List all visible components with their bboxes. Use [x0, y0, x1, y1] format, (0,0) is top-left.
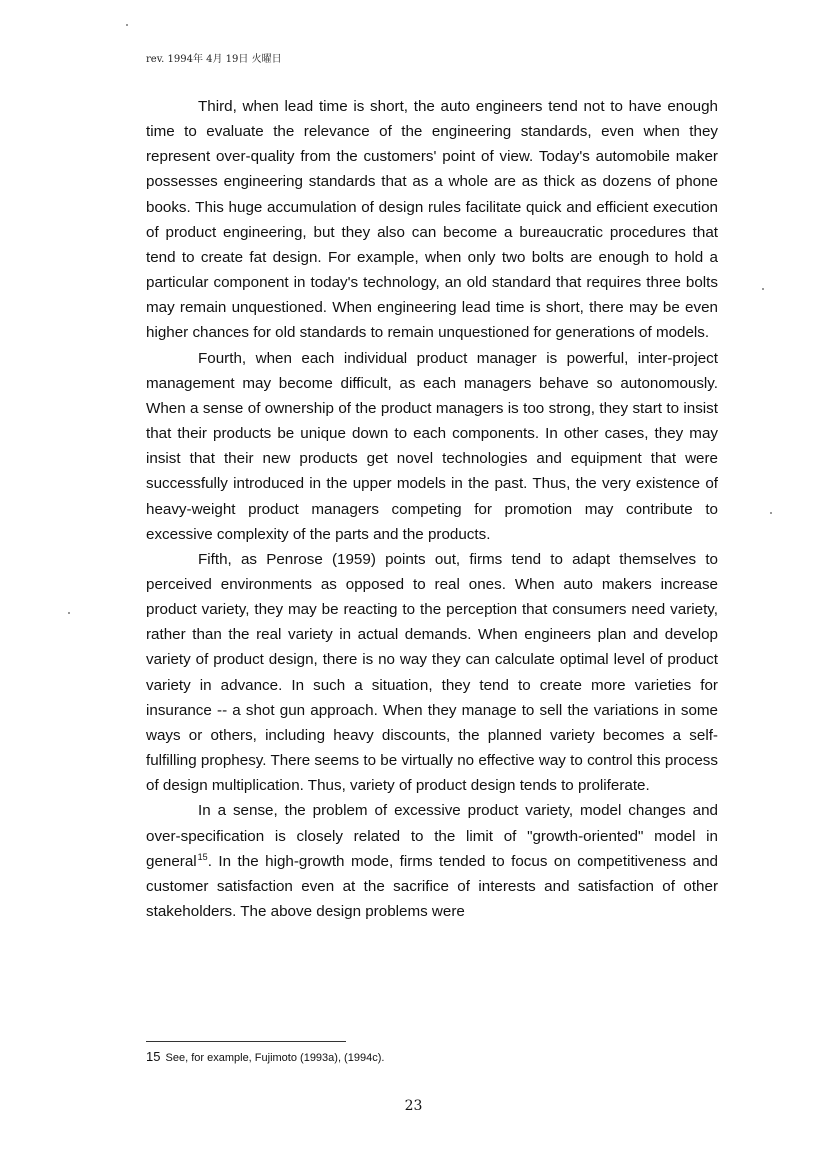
- scan-speck: [762, 288, 764, 290]
- scan-speck: [68, 612, 70, 614]
- paragraph-growth-model: [146, 798, 718, 924]
- footnote: [146, 1049, 384, 1064]
- footnote-number: 15: [146, 1049, 161, 1064]
- page-header: rev. 1994年 4月 19日 火曜日: [146, 54, 282, 65]
- footnote-text: See, for example, Fujimoto (1993a), (1994c).: [165, 1052, 385, 1064]
- scan-speck: [126, 24, 128, 26]
- paragraph-text-after-ref: . In the high-growth mode, firms tended to focus on competitiveness and customer satisfaction even at the sacrifice of interests and satisfaction of other stakeholders. The above design problems were: [146, 852, 718, 920]
- paragraph-fourth: Fourth, when each individual product manager is powerful, inter-project management may become difficult, as each managers behave so autonomously. When a sense of ownership of the product managers is too strong, they start to insist that their products be unique down to each components. In other cases, they may insist that their new products get novel technologies and equipment that were successfully introduced in the upper models in the past. Thus, the very existence of heavy-weight product managers competing for promotion may contribute to excessive complexity of the parts and the products.: [146, 349, 718, 543]
- body-text: [146, 94, 718, 924]
- scan-speck: [770, 512, 772, 514]
- page-number: 23: [404, 1098, 423, 1114]
- paragraph-third: Third, when lead time is short, the auto engineers tend not to have enough time to evaluate the relevance of the engineering standards, even when they represent over-quality from the customers' point of view. Today's automobile maker possesses engineering standards that as a whole are as thick as dozens of phone books. This huge accumulation of design rules facilitate quick and efficient execution of product engineering, but they also can become a bureaucratic procedures that tend to create fat design. For example, when only two bolts are enough to hold a particular component in today's technology, an old standard that requires three bolts may remain unquestioned. When engineering lead time is short, there may be even higher chances for old standards to remain unquestioned for generations of models.: [146, 98, 718, 342]
- paragraph-text-before-ref: In a sense, the problem of excessive product variety, model changes and over-specification is closely related to the limit of "growth-oriented" model in general: [146, 802, 718, 870]
- footnote-reference: 15: [197, 851, 208, 862]
- footnote-divider: [146, 1041, 346, 1042]
- paragraph-fifth: Fifth, as Penrose (1959) points out, firms tend to adapt themselves to perceived environments as opposed to real ones. When auto makers increase product variety, they may be reacting to the perception that consumers need variety, rather than the real variety in actual demands. When engineers plan and develop variety of product design, there is no way they can calculate optimal level of product variety in advance. In such a situation, they tend to create more varieties for insurance -- a shot gun approach. When they manage to sell the variations in some ways or others, including heavy discounts, the planned variety becomes a self-fulfilling prophesy. There seems to be virtually no effective way to control this process of design multiplication. Thus, variety of product design tends to proliferate.: [146, 550, 718, 795]
